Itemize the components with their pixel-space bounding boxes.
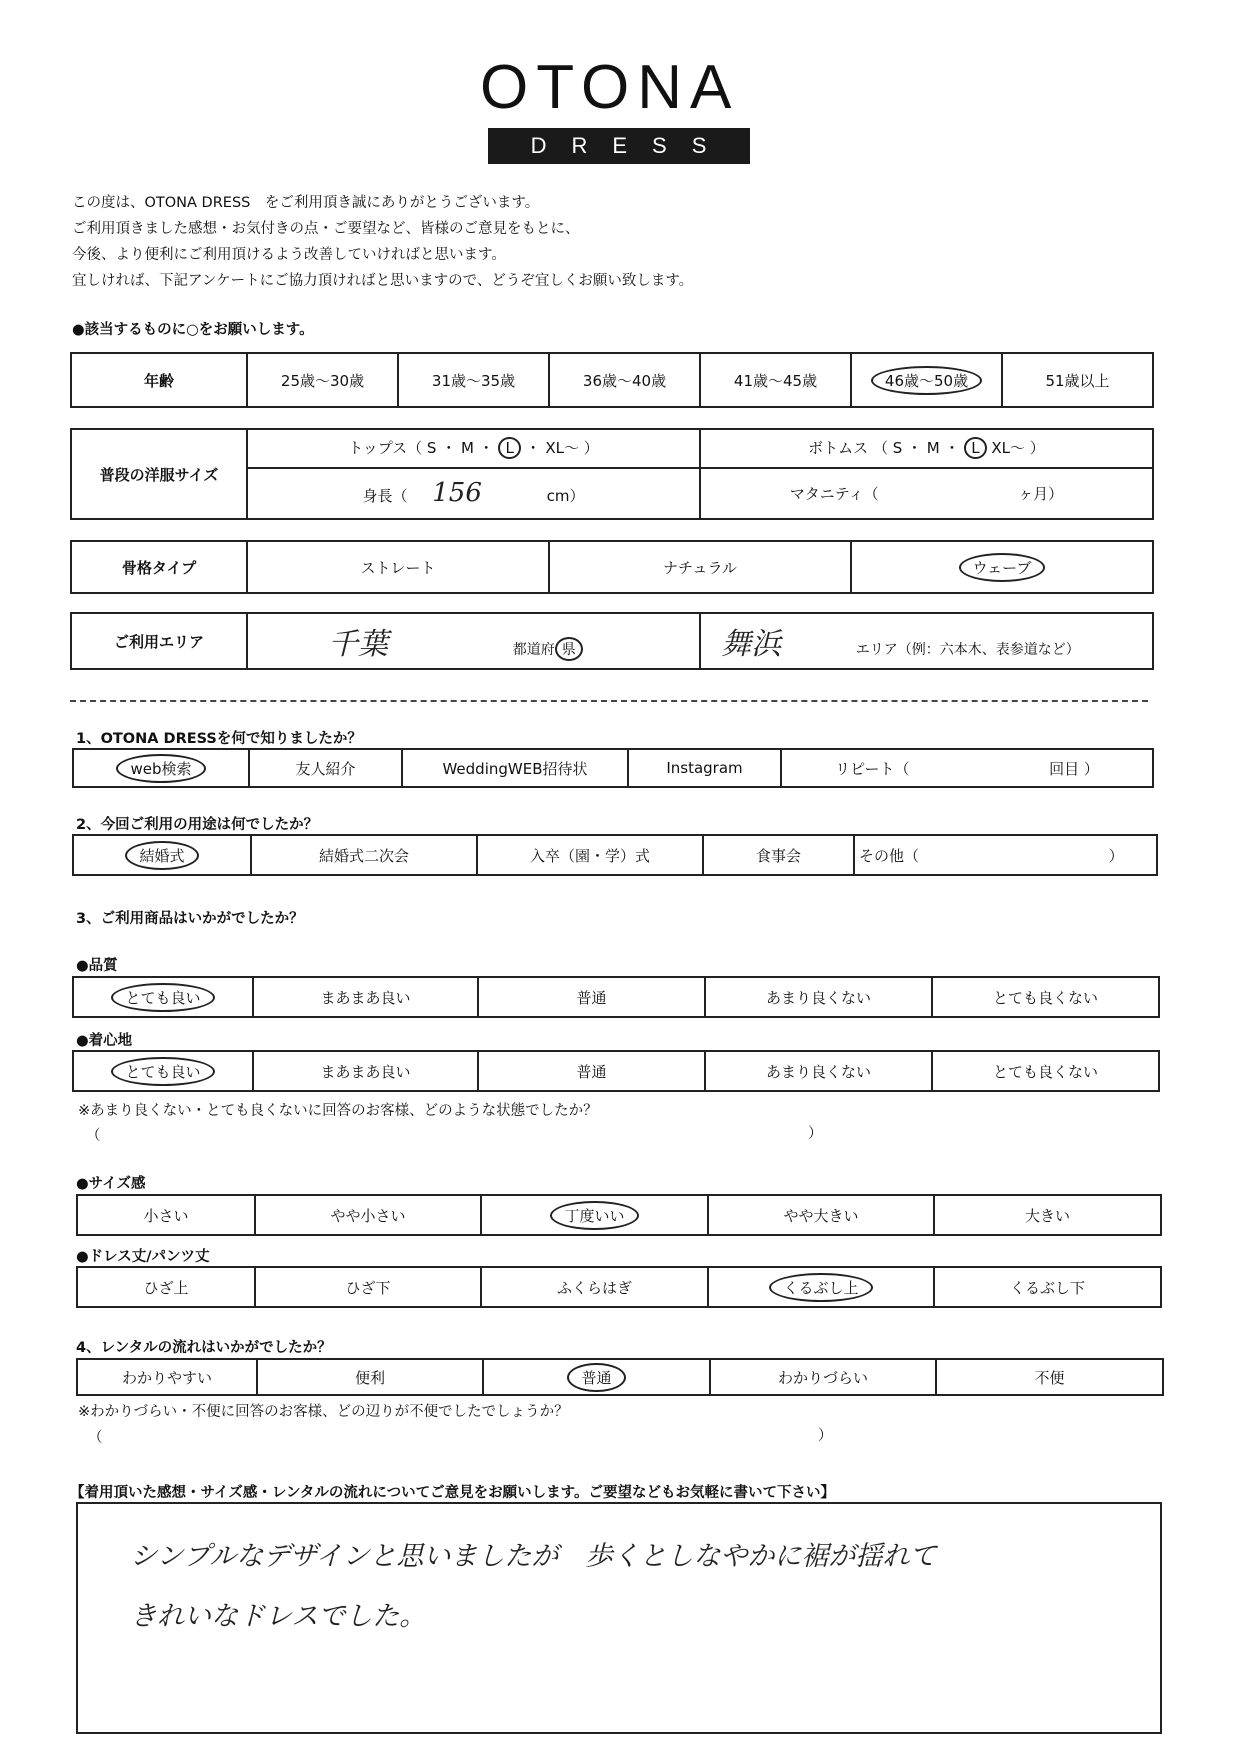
comfort-option-selected[interactable] bbox=[73, 1051, 253, 1091]
quality-option[interactable]: とても良くない bbox=[932, 977, 1159, 1017]
quality-option[interactable]: あまり良くない bbox=[705, 977, 932, 1017]
fit-option[interactable]: やや大きい bbox=[708, 1195, 934, 1235]
fit-option-selected[interactable] bbox=[481, 1195, 708, 1235]
tops-size-cell[interactable] bbox=[247, 429, 700, 468]
brand-tagline: DRESS bbox=[488, 128, 750, 164]
comfort-title: ●着心地 bbox=[76, 1033, 133, 1049]
intro-line: 今後、より便利にご利用頂けるよう改善していければと思います。 bbox=[72, 247, 506, 263]
selected-circle: 46歳～50歳 bbox=[871, 366, 982, 395]
q1-option[interactable]: WeddingWEB招待状 bbox=[402, 749, 628, 787]
maternity-cell[interactable] bbox=[700, 468, 1153, 519]
length-option-selected[interactable] bbox=[708, 1267, 934, 1307]
intro-text bbox=[72, 190, 693, 294]
repeat-label: リピート（ bbox=[835, 759, 910, 778]
q3-title: 3、ご利用商品はいかがでしたか？ bbox=[76, 911, 304, 927]
tops-selected: L bbox=[498, 437, 520, 459]
selected-circle: 結婚式 bbox=[125, 841, 198, 870]
q4-close-paren: ） bbox=[818, 1428, 833, 1444]
bottoms-size-cell[interactable] bbox=[700, 429, 1153, 468]
q4-option[interactable]: わかりづらい bbox=[710, 1359, 936, 1395]
length-option[interactable]: ひざ上 bbox=[77, 1267, 255, 1307]
area-hint: エリア（例：六本木、表参道など） bbox=[855, 642, 1080, 658]
q4-option[interactable]: わかりやすい bbox=[77, 1359, 257, 1395]
selected-circle: 丁度いい bbox=[550, 1201, 638, 1230]
q4-open-paren: （ bbox=[88, 1430, 103, 1446]
bad-close-paren: ） bbox=[808, 1126, 823, 1142]
selected-circle: ウェーブ bbox=[959, 553, 1046, 582]
q2-other-cell[interactable] bbox=[854, 835, 1157, 875]
length-option[interactable]: ふくらはぎ bbox=[481, 1267, 708, 1307]
prefecture-label: 都道府 bbox=[512, 642, 555, 658]
skeleton-option-selected[interactable] bbox=[851, 541, 1153, 593]
q1-option-selected[interactable] bbox=[73, 749, 249, 787]
maternity-unit: ヶ月） bbox=[1018, 484, 1064, 503]
comment-line: シンプルなデザインと思いましたが 歩くとしなやかに裾が揺れて bbox=[130, 1541, 937, 1572]
quality-title: ●品質 bbox=[76, 958, 118, 974]
age-table bbox=[70, 352, 1154, 408]
age-option-selected[interactable] bbox=[851, 353, 1002, 407]
selected-circle: くるぶし上 bbox=[769, 1273, 872, 1302]
intro-line: 宜しければ、下記アンケートにご協力頂ければと思いますので、どうぞ宜しくお願い致します。 bbox=[72, 273, 694, 289]
age-option[interactable]: 36歳～40歳 bbox=[549, 353, 700, 407]
bad-note: ※あまり良くない・とても良くないに回答のお客様、どのような状態でしたか？ bbox=[78, 1103, 598, 1119]
quality-option[interactable]: まあまあ良い bbox=[253, 977, 478, 1017]
prefecture-cell[interactable] bbox=[247, 613, 700, 669]
area-label: ご利用エリア bbox=[71, 613, 247, 669]
comfort-option[interactable]: とても良くない bbox=[932, 1051, 1159, 1091]
age-option[interactable]: 31歳～35歳 bbox=[398, 353, 549, 407]
divider bbox=[70, 700, 1148, 702]
repeat-unit: 回目 ） bbox=[1049, 759, 1099, 778]
area-table bbox=[70, 612, 1154, 670]
q1-option[interactable]: Instagram bbox=[628, 749, 781, 787]
selected-circle: とても良い bbox=[111, 983, 214, 1012]
q4-table bbox=[76, 1358, 1164, 1396]
skeleton-option[interactable]: ナチュラル bbox=[549, 541, 851, 593]
profile-section-title: ●該当するものに○をお願いします。 bbox=[72, 322, 314, 338]
skeleton-table bbox=[70, 540, 1154, 594]
brand-wordmark: OTONA bbox=[480, 53, 740, 122]
selected-circle: web検索 bbox=[116, 754, 205, 783]
comment-line: きれいなドレスでした。 bbox=[130, 1601, 427, 1632]
length-option[interactable]: くるぶし下 bbox=[934, 1267, 1161, 1307]
fit-title: ●サイズ感 bbox=[76, 1176, 146, 1192]
skeleton-option[interactable]: ストレート bbox=[247, 541, 549, 593]
q2-option[interactable]: 食事会 bbox=[703, 835, 854, 875]
age-option[interactable]: 25歳～30歳 bbox=[247, 353, 398, 407]
q2-option-selected[interactable] bbox=[73, 835, 251, 875]
q1-option[interactable]: 友人紹介 bbox=[249, 749, 402, 787]
fit-table bbox=[76, 1194, 1162, 1236]
bottoms-prefix: ボトムス （ S ・ M ・ bbox=[808, 439, 960, 458]
q1-table bbox=[72, 748, 1154, 788]
maternity-label: マタニティ（ bbox=[789, 484, 879, 503]
quality-option-selected[interactable] bbox=[73, 977, 253, 1017]
size-label: 普段の洋服サイズ bbox=[71, 429, 247, 519]
comments-title: 【着用頂いた感想・サイズ感・レンタルの流れについてご意見をお願いします。ご要望などもお気軽に書いて下さい】 bbox=[70, 1485, 835, 1501]
quality-table bbox=[72, 976, 1160, 1018]
age-label: 年齢 bbox=[71, 353, 247, 407]
selected-circle: 普通 bbox=[567, 1363, 625, 1392]
comfort-option[interactable]: まあまあ良い bbox=[253, 1051, 478, 1091]
comfort-option[interactable]: あまり良くない bbox=[705, 1051, 932, 1091]
height-unit: cm） bbox=[546, 487, 585, 506]
q4-note: ※わかりづらい・不便に回答のお客様、どの辺りが不便でしたでしょうか？ bbox=[78, 1404, 569, 1420]
fit-option[interactable]: 小さい bbox=[77, 1195, 255, 1235]
age-option[interactable]: 51歳以上 bbox=[1002, 353, 1153, 407]
quality-option[interactable]: 普通 bbox=[478, 977, 705, 1017]
length-table bbox=[76, 1266, 1162, 1308]
q2-table bbox=[72, 834, 1158, 876]
fit-option[interactable]: 大きい bbox=[934, 1195, 1161, 1235]
selected-circle: とても良い bbox=[111, 1057, 214, 1086]
area-value: 舞浜 bbox=[721, 627, 781, 662]
bottoms-suffix: XL～ ） bbox=[991, 439, 1045, 458]
other-label: その他（ bbox=[859, 846, 920, 865]
q4-option-selected[interactable] bbox=[483, 1359, 710, 1395]
bad-open-paren: （ bbox=[86, 1128, 101, 1144]
length-title: ●ドレス丈/パンツ丈 bbox=[76, 1249, 210, 1265]
height-cell[interactable] bbox=[247, 468, 700, 519]
q2-option[interactable]: 入卒（園・学）式 bbox=[477, 835, 703, 875]
tops-prefix: トップス（ S ・ M ・ bbox=[348, 439, 494, 458]
q4-option[interactable]: 不便 bbox=[936, 1359, 1163, 1395]
prefecture-value: 千葉 bbox=[328, 627, 388, 662]
q2-title: 2、今回ご利用の用途は何でしたか？ bbox=[76, 817, 319, 833]
height-value: 156 bbox=[432, 478, 482, 509]
other-close: ） bbox=[1108, 846, 1124, 865]
fit-option[interactable]: やや小さい bbox=[255, 1195, 481, 1235]
area-cell[interactable] bbox=[700, 613, 1153, 669]
tops-suffix: ・ XL～ ） bbox=[525, 439, 599, 458]
q4-title: 4、レンタルの流れはいかがでしたか？ bbox=[76, 1340, 332, 1356]
comfort-table bbox=[72, 1050, 1160, 1092]
skeleton-label: 骨格タイプ bbox=[71, 541, 247, 593]
size-table bbox=[70, 428, 1154, 520]
q1-repeat-cell[interactable] bbox=[781, 749, 1153, 787]
height-label: 身長（ bbox=[362, 487, 408, 506]
intro-line: ご利用頂きました感想・お気付きの点・ご要望など、皆様のご意見をもとに、 bbox=[72, 221, 580, 237]
length-option[interactable]: ひざ下 bbox=[255, 1267, 481, 1307]
prefecture-circled: 県 bbox=[555, 637, 583, 661]
comfort-option[interactable]: 普通 bbox=[478, 1051, 705, 1091]
q1-title: 1、OTONA DRESSを何で知りましたか？ bbox=[76, 731, 362, 747]
age-option[interactable]: 41歳～45歳 bbox=[700, 353, 851, 407]
intro-line: この度は、OTONA DRESS をご利用頂き誠にありがとうございます。 bbox=[72, 195, 540, 211]
q4-option[interactable]: 便利 bbox=[257, 1359, 483, 1395]
bottoms-selected: L bbox=[964, 437, 986, 459]
q2-option[interactable]: 結婚式二次会 bbox=[251, 835, 477, 875]
